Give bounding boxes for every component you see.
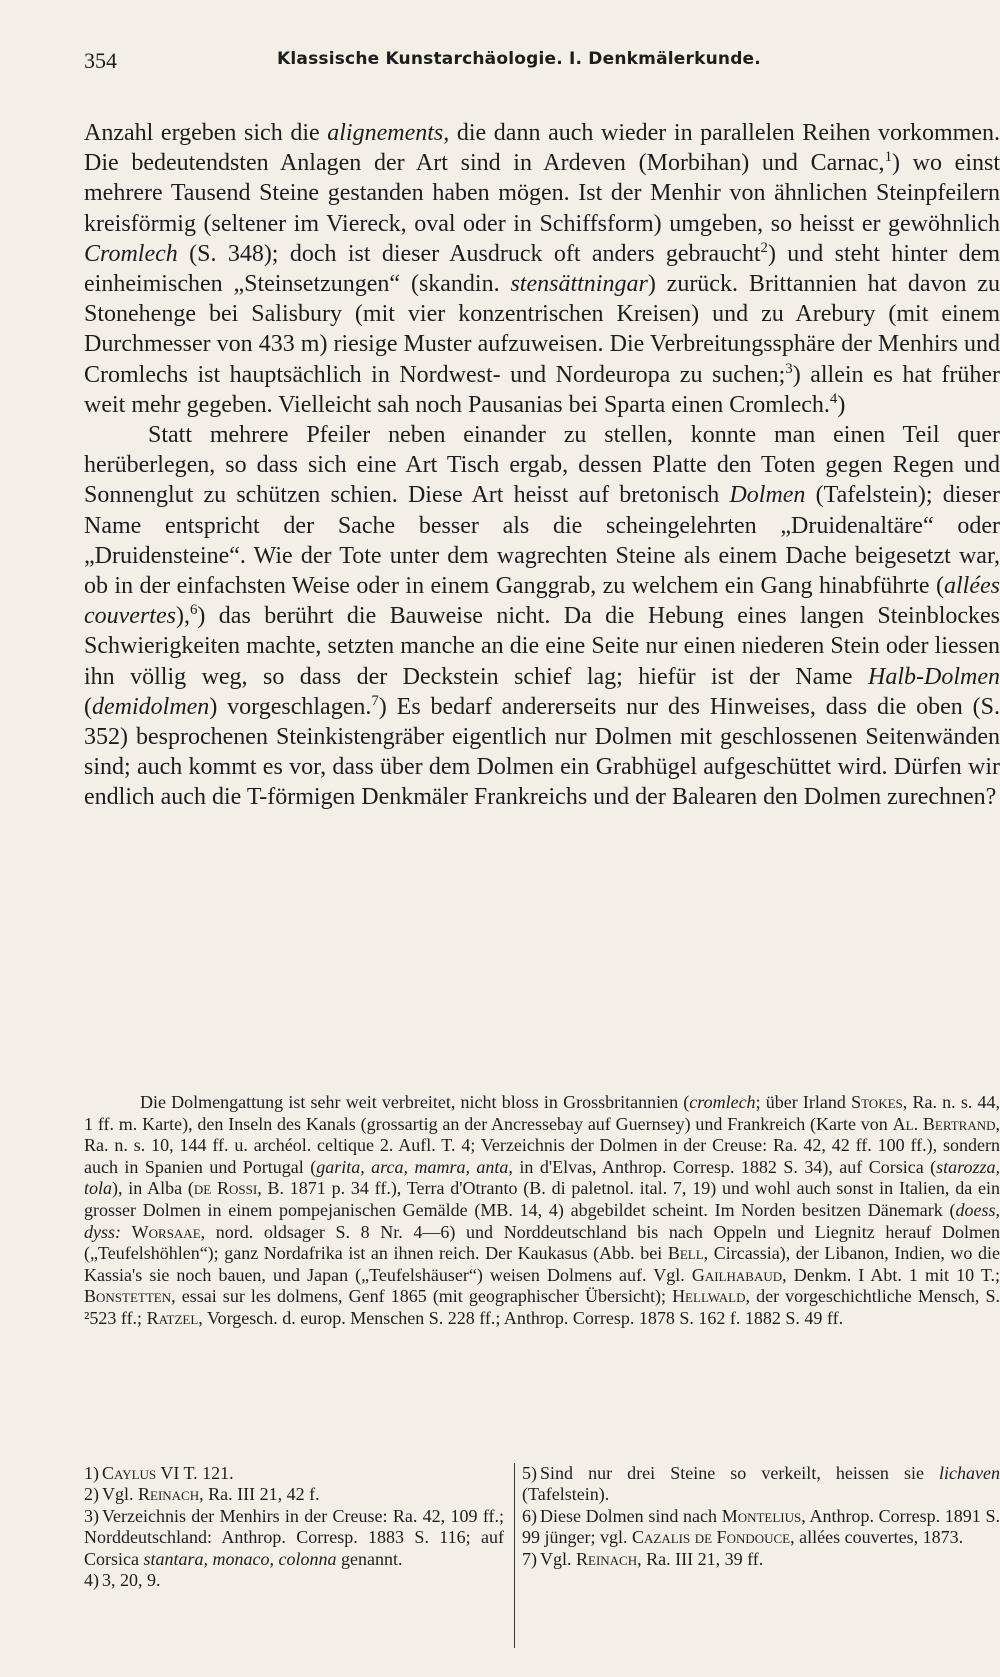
paragraph-2: Statt mehrere Pfeiler neben einander zu stellen, konnte man einen Teil quer herüberlegen, so dass sich eine Art Tisch ergab, dessen Platte den Toten gegen Regen und Sonnenglut zu schützen schien. Diese Art heisst auf bretonisch Dolmen (Tafelstein); dieser Name entspricht der Sache besser als die scheingelehrten „Druidenaltäre“ oder „Druidensteine“. Wie der Tote unter dem wagrechten Steine als einem Dache beigesetzt war, ob in der einfachsten Weise oder in einem Ganggrab, zu welchem ein Gang hinabführte (allées couvertes),$^6$) das berührt die Bauweise nicht. Da die Hebung eines langen Steinblockes Schwierigkeiten machte, setzten manche an die eine Seite nur einen niederen Stein oder liessen ihn völlig weg, so dass der Deckstein schief lag; hiefür ist der Name Halb-Dolmen (demidolmen) vorgeschlagen.$^7$) Es bedarf andererseits nur des Hinweises, dass die oben (S. 352) besprochenen Steinkistengräber eigentlich nur Dolmen mit geschlossenen Seitenwänden sind; auch kommt es vor, dass über dem Dolmen ein Grabhügel aufgeschüttet wird. Dürfen wir endlich auch die T-förmigen Denkmäler Frankreichs und der Balearen den Dolmen zurechnen? [84,422,1000,811]
main-text [84,118,1000,813]
running-title: Klassische Kunstarchäologie. I. Denkmälerkunde. [277,49,761,69]
page-number: 354 [84,48,117,73]
small-print-note: Die Dolmengattung ist sehr weit verbreitet, nicht bloss in Grossbritannien (cromlech; über Irland Stokes, Ra. n. s. 44, 1 ff. m. Karte), den Inseln des Kanals (grossartig an der Ancressebay auf Guernsey) und Frankreich (Karte von Al. Bertrand, Ra. n. s. 10, 144 ff. u. archéol. celtique 2. Aufl. T. 4; Verzeichnis der Dolmen in der Creuse: Ra. 42, 42 ff. 100 ff.), sondern auch in Spanien und Portugal (garita, arca, mamra, anta, in d'Elvas, Anthrop. Corresp. 1882 S. 34), auf Corsica (starozza, tola), in Alba (de Rossi, B. 1871 p. 34 ff.), Terra d'Otranto (B. di paletnol. ital. 7, 19) und wohl auch sonst in Italien, da ein grosser Dolmen in einem pompejanischen Gemälde (MB. 14, 4) abgebildet scheint. Im Norden besitzen Dänemark (doess, dyss: Worsaae, nord. oldsager S. 8 Nr. 4—6) und Norddeutschland bis nach Oppeln und Liegnitz herauf Dolmen („Teufelshöhlen“); ganz Nordafrika ist an ihnen reich. Der Kaukasus (Abb. bei Bell, Circassia), der Libanon, Indien, wo die Kassia's sie noch bauen, und Japan („Teufelshäuser“) weisen Dolmens auf. Vgl. Gailhabaud, Denkm. I Abt. 1 mit 10 T.; Bonstetten, essai sur les dolmens, Genf 1865 (mit geographischer Übersicht); Hellwald, der vorgeschichtliche Mensch, S. ²523 ff.; Ratzel, Vorgesch. d. europ. Menschen S. 228 ff.; Anthrop. Corresp. 1878 S. 162 f. 1882 S. 49 ff. [84,1092,1000,1328]
footnotes-right-column [522,1463,1000,1570]
footnotes [84,1463,1000,1633]
footnote-6: 6) Diese Dolmen sind nach Montelius, Anthrop. Corresp. 1891 S. 99 jünger; vgl. Cazalis de Fondouce, allées couvertes, 1873. [522,1505,1000,1548]
footnote-7: 7) Vgl. Reinach, Ra. III 21, 39 ff. [522,1548,764,1569]
footnote-4: 4) 3, 20, 9. [84,1570,161,1591]
page-header [84,48,1000,90]
footnote-1: 1) Caylus VI T. 121. [84,1463,234,1483]
footnotes-left-column [84,1463,504,1591]
paragraph-1: Anzahl ergeben sich die alignements, die dann auch wieder in parallelen Reihen vorkommen. Die bedeutendsten Anlagen der Art sind in Ardeven (Morbihan) und Carnac,$^1$) wo einst mehrere Tausend Steine gestanden haben mögen. Ist der Menhir von ähnlichen Steinpfeilern kreisförmig (seltener im Viereck, oval oder in Schiffsform) umgeben, so heisst er gewöhnlich Cromlech (S. 348); doch ist dieser Ausdruck oft anders gebraucht$^2$) und steht hinter dem einheimischen „Steinsetzungen“ (skandin. stensättningar) zurück. Brittannien hat davon zu Stonehenge bei Salisbury (mit vier konzentrischen Kreisen) und zu Arebury (mit einem Durchmesser von 433 m) riesige Muster aufzuweisen. Die Verbreitungssphäre der Menhirs und Cromlechs ist hauptsächlich in Nordwest- und Nordeuropa zu suchen;$^3$) allein es hat früher weit mehr gegeben. Vielleicht sah noch Pausanias bei Sparta einen Cromlech.$^4$) [84,120,1000,418]
footnote-3: 3) Verzeichnis der Menhirs in der Creuse: Ra. 42, 109 ff.; Norddeutschland: Anthrop. Corresp. 1883 S. 116; auf Corsica stantara, monaco, colonna genannt. [84,1505,504,1569]
footnote-2: 2) Vgl. Reinach, Ra. III 21, 42 f. [84,1484,320,1505]
footnote-5: 5) Sind nur drei Steine so verkeilt, heissen sie lichaven (Tafelstein). [522,1463,1000,1505]
book-page [84,48,1000,1648]
footnote-column-divider [514,1463,515,1648]
